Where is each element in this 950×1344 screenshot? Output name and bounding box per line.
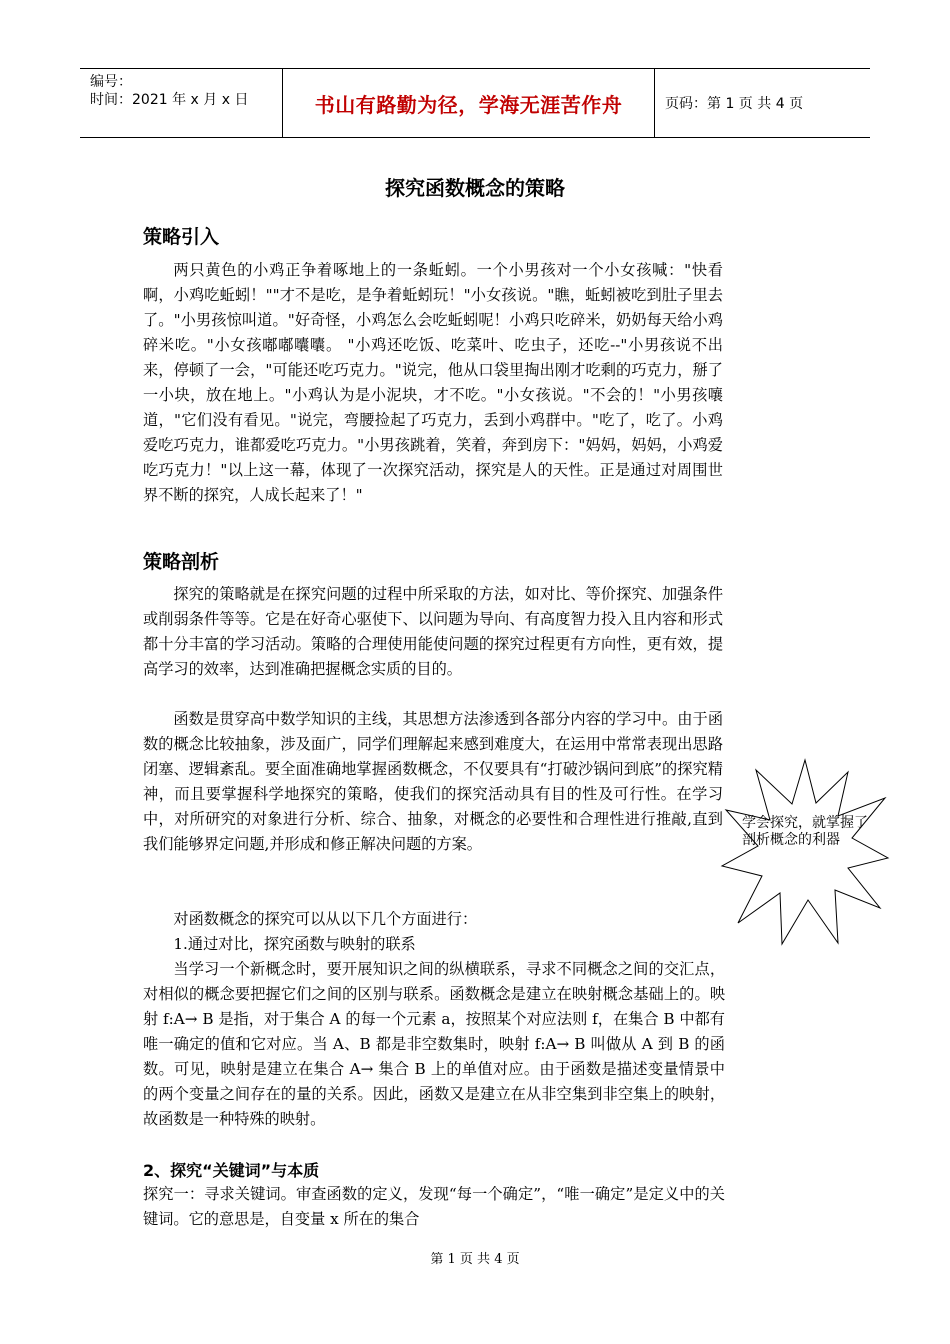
- section-heading-analysis: 策略剖析: [143, 551, 220, 573]
- time-label: 时间：2021 年 x 月 x 日: [90, 92, 249, 108]
- section-heading-intro: 策略引入: [143, 226, 220, 248]
- document-title: 探究函数概念的策略: [385, 176, 565, 200]
- analysis-paragraph-5: 当学习一个新概念时，要开展知识之间的纵横联系，寻求不同概念之间的交汇点，对相似的概念要把握它们之间的区别与联系。函数概念是建立在映射概念基础上的。映射 f:A→ B 是指，对于集合 A 的每一个元素 a，按照某个对应法则 f，在集合 B 中都有唯一确定的值和它对应。当 A、B 都是非空数集时，映射 f:A→ B 叫做从 A 到 B 的函数。可见，映射是建立在集合 A→ 集合 B 上的单值对应。由于函数是描述变量情景中的两个变量之间存在的量的关系。因此，函数又是建立在从非空集到非空集上的映射，故函数是一种特殊的映射。: [143, 960, 725, 1128]
- header-motto-cell: [283, 69, 655, 137]
- callout-burst-shape: [720, 758, 890, 948]
- page-footer: 第 1 页 共 4 页: [430, 1252, 520, 1267]
- analysis-paragraph-1: 探究的策略就是在探究问题的过程中所采取的方法，如对比、等价探究、加强条件或削弱条件等等。它是在好奇心驱使下、以问题为导向、有高度智力投入且内容和形式都十分丰富的学习活动。策略的合理使用能使问题的探究过程更有方向性，更有效，提高学习的效率，达到准确把握概念实质的目的。: [143, 585, 723, 678]
- analysis-paragraph-3: 对函数概念的探究可以从以下几个方面进行：: [173, 910, 478, 928]
- subheading-keywords: 2、探究“关键词”与本质: [143, 1161, 320, 1180]
- analysis-paragraph-6: 探究一：寻求关键词。审查函数的定义，发现“每一个确定”，“唯一确定”是定义中的关键词。它的意思是，自变量 x 所在的集合: [143, 1185, 725, 1228]
- header-motto: 书山有路勤为径，学海无涯苦作舟: [314, 92, 623, 117]
- analysis-item-1: 1.通过对比，探究函数与映射的联系: [173, 935, 416, 953]
- header-page-info: 页码：第 1 页 共 4 页: [665, 96, 804, 112]
- analysis-paragraph-2: 函数是贯穿高中数学知识的主线，其思想方法渗透到各部分内容的学习中。由于函数的概念比较抽象，涉及面广，同学们理解起来感到难度大，在运用中常常表现出思路闭塞、逻辑紊乱。要全面准确地掌握函数概念，不仅要具有“打破沙锅问到底”的探究精神，而且要掌握科学地探究的策略，使我们的探究活动具有目的性及可行性。在学习中，对所研究的对象进行分析、综合、抽象，对概念的必要性和合理性进行推敲,直到我们能够界定问题,并形成和修正解决问题的方案。: [143, 710, 723, 853]
- header-meta: [80, 69, 283, 137]
- document-header: [80, 68, 870, 138]
- callout-text: 学会探究，就掌握了剖析概念的利器: [742, 815, 868, 848]
- number-label: 编号：: [90, 74, 132, 90]
- intro-paragraph: 两只黄色的小鸡正争着啄地上的一条蚯蚓。一个小男孩对一个小女孩喊："快看啊，小鸡吃蚯蚓！""才不是吃，是争着蚯蚓玩！"小女孩说。"瞧，蚯蚓被吃到肚子里去了。"小男孩惊叫道。"好奇怪，小鸡怎么会吃蚯蚓呢！小鸡只吃碎米，奶奶每天给小鸡碎米吃。"小女孩嘟嘟囔囔。 "小鸡还吃饭、吃菜叶、吃虫子，还吃--"小男孩说不出来，停顿了一会，"可能还吃巧克力。"说完，他从口袋里掏出刚才吃剩的巧克力，掰了一小块，放在地上。"小鸡认为是小泥块，才不吃。"小女孩说。"不会的！"小男孩嚷道，"它们没有看见。"说完，弯腰捡起了巧克力，丢到小鸡群中。"吃了，吃了。小鸡爱吃巧克力，谁都爱吃巧克力。"小男孩跳着，笑着，奔到房下："妈妈，妈妈，小鸡爱吃巧克力！"以上这一幕，体现了一次探究活动，探究是人的天性。正是通过对周围世界不断的探究，人成长起来了！": [143, 261, 723, 504]
